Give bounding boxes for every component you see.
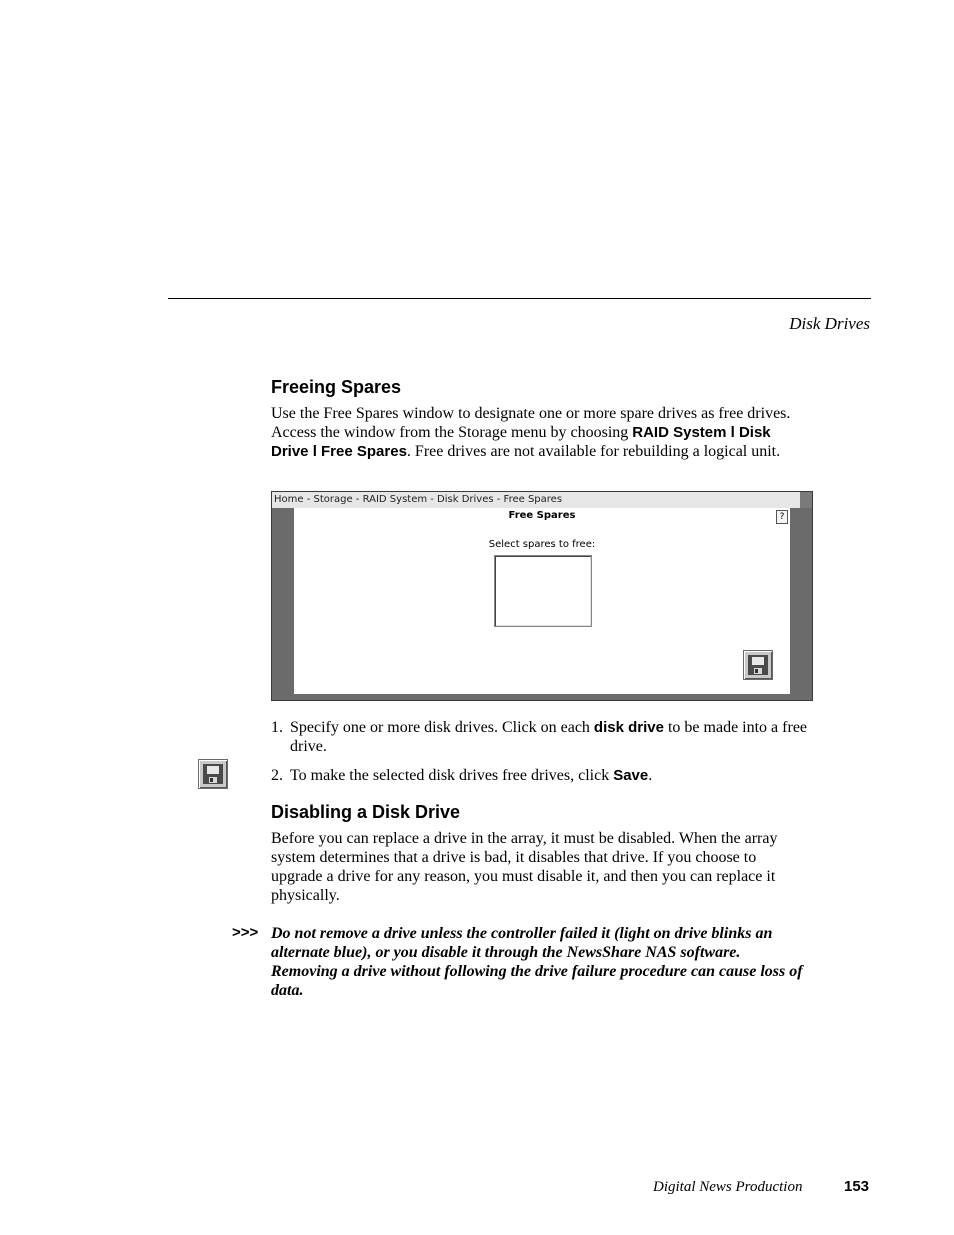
step-text: Specify one or more disk drives. Click on each disk drive to be made into a free drive. bbox=[290, 719, 808, 755]
intro-text: Use the Free Spares window to designate one or more spare drives as free drives. Access the window from the Storage menu by choosing bbox=[271, 405, 791, 441]
section-heading: Freeing Spares bbox=[271, 377, 402, 397]
step-1 bbox=[271, 718, 811, 756]
ui-term: Save bbox=[613, 767, 649, 784]
warning-text: Do not remove a drive unless the controller failed it (light on drive blinks an alternate blue), or you disable it through the NewsShare NAS software. Removing a drive without following the drive failure procedure can cause loss of data. bbox=[271, 925, 803, 999]
footer-book-title: Digital News Production bbox=[653, 1179, 803, 1195]
save-icon bbox=[198, 759, 228, 789]
step-number: 1. bbox=[271, 719, 283, 736]
section-freeing-spares bbox=[271, 377, 811, 461]
help-icon[interactable]: ? bbox=[776, 510, 788, 524]
step-text: To make the selected disk drives free drives, click Save. bbox=[290, 767, 653, 784]
breadcrumb-bar[interactable]: Home - Storage - RAID System - Disk Drives - Free Spares bbox=[272, 492, 802, 508]
window-title: Free Spares bbox=[508, 510, 576, 521]
save-button[interactable] bbox=[743, 650, 773, 680]
intro-text-end: . Free drives are not available for rebuilding a logical unit. bbox=[406, 443, 781, 460]
body-paragraph: Before you can replace a drive in the array, it must be disabled. When the array system determines that a drive is bad, it disables that drive. If you choose to upgrade a drive for any reason, you must disable it, and then you can replace it physically. bbox=[271, 830, 778, 904]
section-heading: Disabling a Disk Drive bbox=[271, 802, 461, 822]
step-2 bbox=[271, 766, 811, 785]
header-rule bbox=[168, 298, 871, 299]
warning-marker: >>> bbox=[232, 924, 259, 941]
select-label: Select spares to free: bbox=[488, 539, 596, 550]
spares-listbox[interactable] bbox=[494, 555, 592, 627]
menu-path: RAID System l Disk Drive l Free Spares bbox=[271, 424, 771, 460]
free-spares-screenshot bbox=[271, 491, 813, 701]
section-disabling bbox=[271, 802, 811, 905]
page-number: 153 bbox=[844, 1178, 870, 1195]
breadcrumb-bar-end bbox=[800, 492, 812, 508]
intro-paragraph bbox=[271, 404, 811, 461]
ui-term: disk drive bbox=[593, 719, 664, 736]
free-spares-panel bbox=[294, 508, 790, 694]
running-head: Disk Drives bbox=[789, 314, 870, 333]
step-number: 2. bbox=[271, 767, 283, 784]
